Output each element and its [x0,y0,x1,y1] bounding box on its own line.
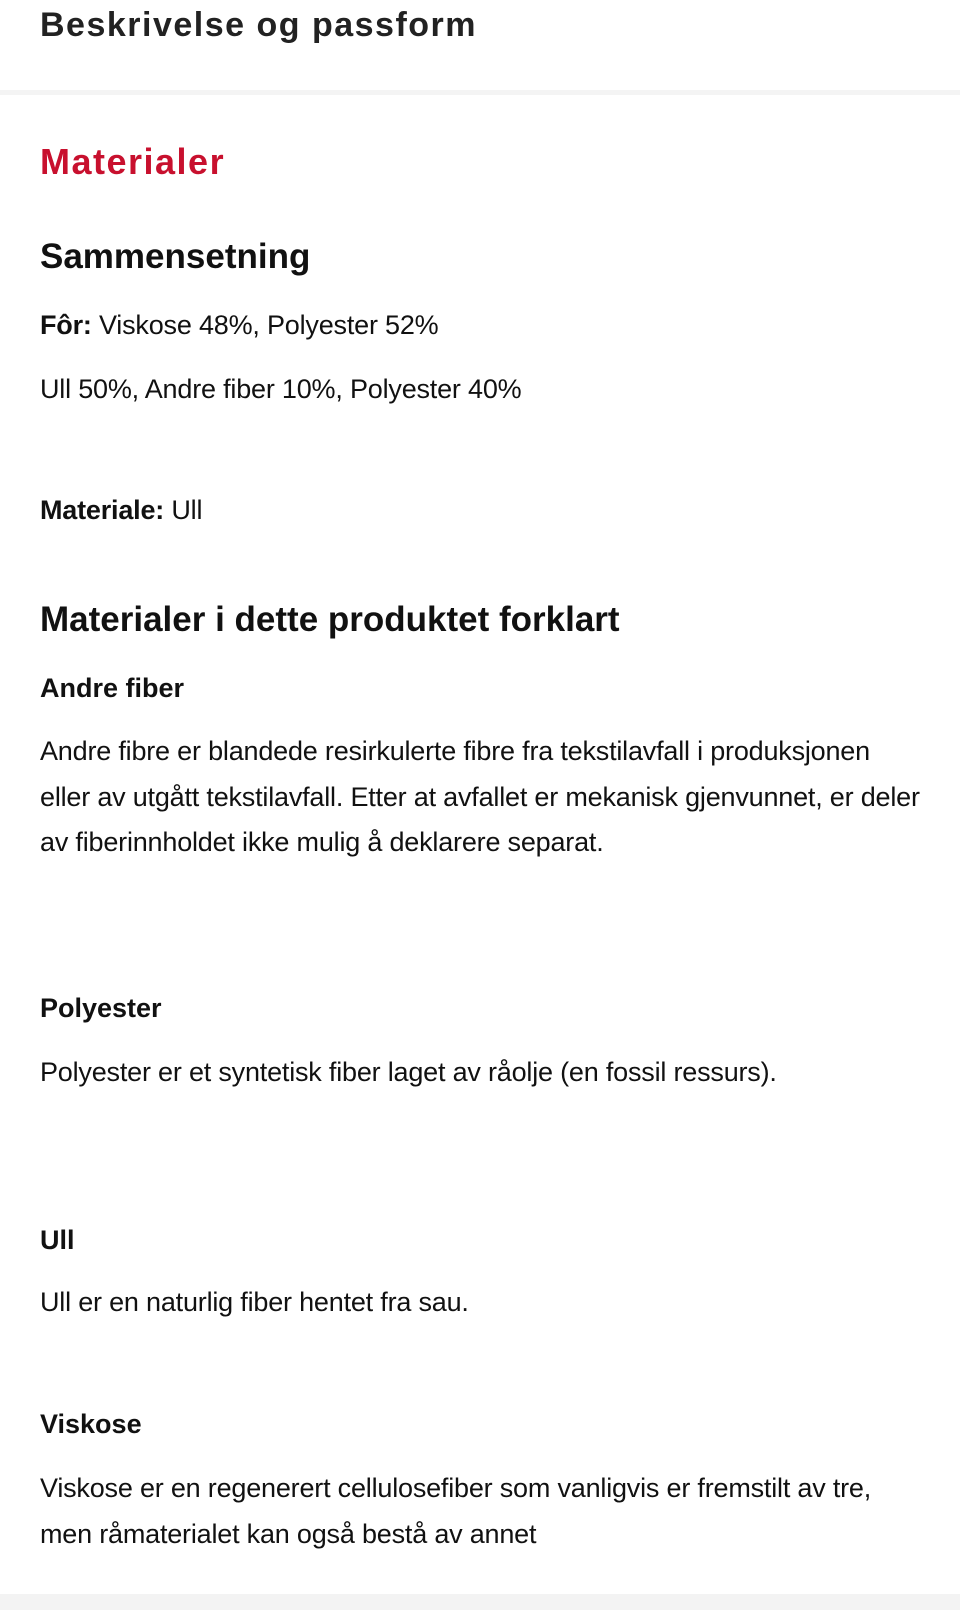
lining-label: Fôr: [40,310,92,340]
description-fit-accordion-title[interactable]: Beskrivelse og passform [40,6,478,44]
shell-composition: Ull 50%, Andre fiber 10%, Polyester 40% [40,374,522,404]
materials-section-title: Materialer [40,141,226,182]
material-name: Viskose [40,1409,142,1439]
material-description: Viskose er en regenerert cellulosefiber som vanligvis er fremstilt av tre, men råmaterialet kan også bestå av annet [40,1473,872,1549]
material-description: Polyester er et syntetisk fiber laget av råolje (en fossil ressurs). [40,1057,777,1087]
composition-heading: Sammensetning [40,237,311,276]
divider [0,90,960,95]
materials-explained-heading: Materialer i dette produktet forklart [40,600,620,639]
material-description: Andre fibre er blandede resirkulerte fibre fra tekstilavfall i produksjonen eller av utgått tekstilavfall. Etter at avfallet er mekanisk gjenvunnet, er deler av fiberinnholdet ikke mulig å deklarere separat. [40,736,920,857]
material-line [40,488,920,534]
material-name: Andre fiber [40,673,185,703]
header [0,0,960,90]
lining-composition [40,303,920,349]
material-description: Ull er en naturlig fiber hentet fra sau. [40,1287,469,1317]
bottom-bar [0,1594,960,1610]
lining-value: Viskose 48%, Polyester 52% [91,310,439,340]
material-name: Polyester [40,993,162,1023]
material-name: Ull [40,1225,75,1255]
material-label: Materiale: [40,495,165,525]
material-value: Ull [164,495,203,525]
